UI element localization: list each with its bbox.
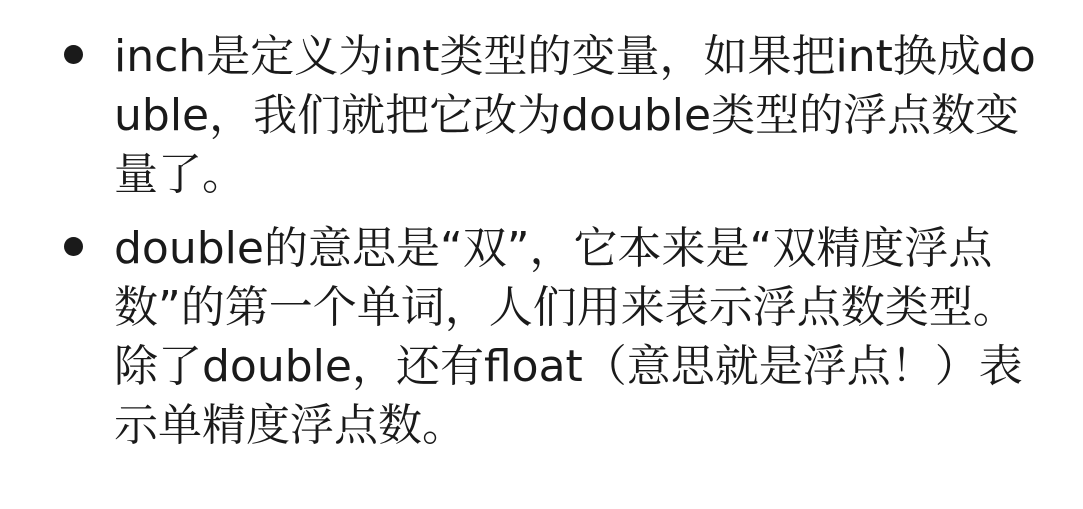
bullet-item-double-meaning: [60, 219, 1044, 455]
bullet-dot-icon: [64, 45, 83, 64]
bullet-text: inch是定义为int类型的变量，如果把int换成double，我们就把它改为double类型的浮点数变量了。: [114, 31, 1036, 200]
bullet-text: double的意思是“双”，它本来是“双精度浮点数”的第一个单词，人们用来表示浮点数类型。除了double，还有float（意思就是浮点！）表示单精度浮点数。: [114, 223, 1023, 451]
bullet-item-inch-variable: [60, 27, 1044, 204]
bullet-dot-icon: [64, 237, 83, 256]
bullet-list: [60, 27, 1043, 455]
